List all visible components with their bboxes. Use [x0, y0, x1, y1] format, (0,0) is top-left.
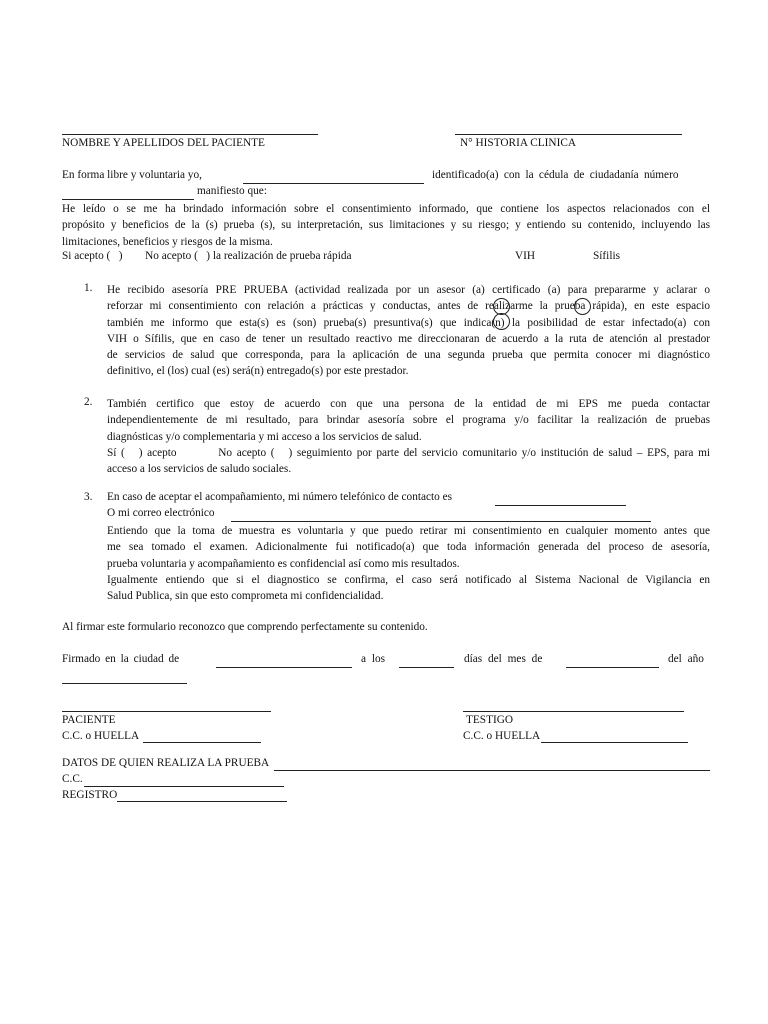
signed-days-label: a los [361, 653, 386, 665]
month-field[interactable] [566, 666, 659, 668]
item-3-number: 3. [84, 491, 93, 503]
tester-cc-field[interactable] [84, 785, 284, 787]
item-1-text [107, 282, 710, 380]
item-1-line: He recibido asesoría PRE PRUEBA (actividad realizada por un asesor (a) certificado (a) para prepararme y aclarar o [107, 284, 710, 296]
consent-line-1: He leído o se me ha brindado información sobre el consentimiento informado, que contiene los aspectos relacionados con el [62, 203, 710, 215]
phone-field[interactable] [495, 504, 626, 506]
patient-name-line[interactable] [62, 134, 318, 135]
history-label: N° HISTORIA CLINICA [460, 137, 577, 149]
item-3-text [107, 523, 710, 604]
witness-cc-label: C.C. o HUELLA [463, 730, 541, 742]
item-1-line: reforzar mi consentimiento con relación a prácticas y conductas, antes de realizarme la prueba rápida), en este espacio [107, 300, 710, 313]
item-3-line: prueba voluntaria y acompañamiento es confidencial así como mis resultados. [107, 557, 460, 570]
patient-label: PACIENTE [62, 714, 116, 726]
item-2-line: También certifico que estoy de acuerdo con que una persona de la entidad de mi EPS me pueda contactar [107, 398, 710, 410]
phone-label: En caso de aceptar el acompañamiento, mi número telefónico de contacto es [107, 491, 453, 503]
item-3-line: me sea tomado el examen. Adicionalmente fui notificado(a) que toda información generada del proceso de asesoría, [107, 541, 710, 554]
handwritten-circle-mark [574, 298, 591, 315]
item-2-text [107, 396, 710, 477]
item-2-line[interactable]: Sí ( ) acepto No acepto ( ) seguimiento por parte del servicio comunitario y/o institución de salud – EPS, para mi [107, 446, 710, 459]
item-3-line: Igualmente entiendo que si el diagnostico se confirma, el caso será notificado al Sistema Nacional de Vigilancia en [107, 573, 710, 586]
item-1-line: también me informo que esta(s) es (son) prueba(s) presuntiva(s) que indica(n) la posibilidad de estar infectado(a) con [107, 316, 710, 329]
consent-paragraph [62, 201, 710, 250]
item-3-line: Entiendo que la toma de muestra es voluntaria y que puedo retirar mi consentimiento en cualquier momento antes que [107, 525, 710, 537]
tester-registro-field[interactable] [117, 800, 287, 802]
intro-line1-a: En forma libre y voluntaria yo, [62, 169, 202, 181]
closing-statement: Al firmar este formulario reconozco que comprendo perfectamente su contenido. [62, 621, 428, 633]
signed-city-label: Firmado en la ciudad de [62, 653, 180, 665]
email-field[interactable] [231, 520, 651, 522]
consent-line-2: propósito y beneficios de la (s) prueba (s), su interpretación, sus limitaciones y su riesgo; y entiendo su contenido, incluyendo las [62, 219, 710, 232]
days-field[interactable] [399, 666, 454, 668]
item-2-line: independientemente de mi resultado, para brindar asesoría sobre el programa y/o facilitar la realización de pruebas [107, 414, 710, 427]
vih-option[interactable]: VIH [515, 250, 536, 262]
item-1-line: definitivo, el (los) cual (es) será(n) entregado(s) por este prestador. [107, 365, 409, 378]
intro-line2: manifiesto que: [197, 185, 267, 197]
item-2-line: acceso a los servicios de saludo sociales. [107, 463, 292, 476]
tester-title: DATOS DE QUIEN REALIZA LA PRUEBA [62, 757, 270, 769]
consent-line-3: limitaciones, beneficios y riesgos de la misma. [62, 235, 273, 248]
signed-year-label: del año [668, 653, 704, 665]
sifilis-option[interactable]: Sífilis [593, 250, 620, 262]
item-1-line: de servicios de salud que corresponda, para la aplicación de una segunda prueba que permita conocer mi diagnóstico [107, 349, 710, 362]
handwritten-circle-mark [493, 313, 510, 330]
item-2-number: 2. [84, 396, 93, 408]
patient-cc-field[interactable] [143, 741, 261, 743]
tester-name-field[interactable] [274, 769, 710, 771]
patient-name-label: NOMBRE Y APELLIDOS DEL PACIENTE [62, 137, 265, 149]
name-field[interactable] [243, 182, 424, 184]
witness-signature-line[interactable] [463, 711, 684, 712]
accept-test-line[interactable]: Si acepto ( ) No acepto ( ) la realización de prueba rápida [62, 250, 352, 262]
item-1-line: VIH o Sífilis, que en caso de tener un resultado reactivo me direccionaran de acuerdo a la ruta de atención al prestador [107, 332, 710, 345]
signed-month-label: días del mes de [464, 653, 543, 665]
item-2-line: diagnósticas y/o complementaria y mi acceso a los servicios de salud. [107, 430, 422, 443]
intro-line1-b: identificado(a) con la cédula de ciudadanía número [432, 169, 679, 181]
witness-cc-field[interactable] [541, 741, 688, 743]
id-number-field[interactable] [62, 198, 194, 200]
patient-signature-line[interactable] [62, 711, 271, 712]
tester-registro-label: REGISTRO [62, 789, 118, 801]
patient-cc-label: C.C. o HUELLA [62, 730, 140, 742]
item-1-number: 1. [84, 282, 93, 294]
city-field[interactable] [216, 666, 352, 668]
year-field[interactable] [62, 682, 187, 684]
witness-label: TESTIGO [466, 714, 514, 726]
item-3-line: Salud Publica, sin que esto comprometa mi confidencialidad. [107, 590, 384, 603]
tester-cc-label: C.C. [62, 773, 83, 785]
history-line[interactable] [455, 134, 682, 135]
email-label: O mi correo electrónico [107, 507, 215, 519]
